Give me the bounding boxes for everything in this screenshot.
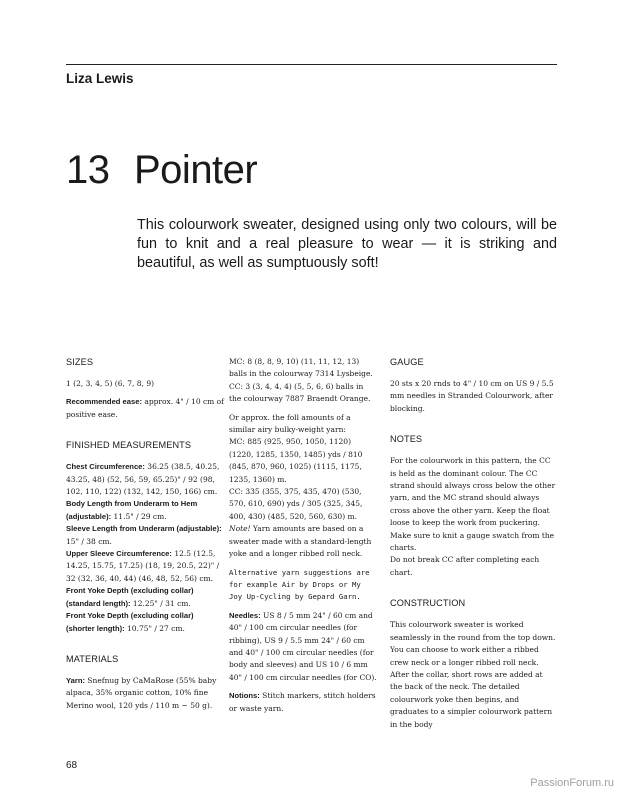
notions-label: Notions: xyxy=(229,691,260,701)
notions-text: Stitch markers, stitch holders or waste yarn. xyxy=(229,691,376,713)
finished-item-label: Body Length from Underarm to Hem (adjustable): xyxy=(66,499,198,521)
notes-heading: NOTES xyxy=(390,434,423,445)
needles-paragraph xyxy=(229,610,377,684)
yarn-text: Snefnug by CaMaRose (55% baby alpaca, 35% organic cotton, 10% fine Merino wool, 120 yds / 110 m ~ 50 g). xyxy=(66,675,217,710)
mc-amount: MC: 8 (8, 8, 9, 10) (11, 11, 12, 13) balls in the colourway 7314 Lysbeige. xyxy=(229,357,373,379)
finished-heading: FINISHED MEASUREMENTS xyxy=(66,440,192,451)
note-paragraph xyxy=(229,523,377,560)
construction-text: This colourwork sweater is worked seamlessly in the round from the top down. You can choose to work either a ribbed crew neck or a longer ribbed roll neck. After the collar, short rows are added at the back of the neck. The detailed colourwork yoke then begins, and graduates to a simpler colourwork pattern in the body xyxy=(390,620,556,729)
finished-item-label: Upper Sleeve Circumference: xyxy=(66,549,172,559)
watermark: PassionForum.ru xyxy=(530,777,614,789)
finished-item xyxy=(66,548,224,585)
notes-text-2: Do not break CC after completing each chart. xyxy=(390,555,540,577)
materials-heading: MATERIALS xyxy=(66,653,119,664)
finished-item-label: Chest Circumference: xyxy=(66,462,145,472)
sizes-list: 1 (2, 3, 4, 5) (6, 7, 8, 9) xyxy=(66,379,155,388)
ease-paragraph xyxy=(66,396,224,421)
top-rule xyxy=(66,64,557,65)
pattern-title: Pointer xyxy=(134,148,258,192)
cc-amount: CC: 3 (3, 4, 4, 4) (5, 5, 6, 6) balls in the colourway 7887 Braendt Orange. xyxy=(229,381,371,404)
finished-item-text: 11.5" / 29 cm. xyxy=(111,511,167,521)
column-middle xyxy=(229,356,377,715)
note-label: Note! xyxy=(229,524,251,534)
intro-paragraph: This colourwork sweater, designed using only two colours, will be fun to knit and a real pleasure to wear — it is striking and beautiful, as well as sumptuously soft! xyxy=(137,217,557,271)
gauge-heading: GAUGE xyxy=(390,357,424,367)
finished-item xyxy=(66,461,224,498)
alt-intro: Or approx. the foll amounts of a similar airy bulky-weight yarn: xyxy=(229,412,351,435)
alt-suggestions: Alternative yarn suggestions are for example Air by Drops or My Joy Up-Cycling by Gepard Garn. xyxy=(229,567,370,602)
yarn-label: Yarn: xyxy=(66,675,85,685)
column-right xyxy=(390,356,557,731)
construction-heading: CONSTRUCTION xyxy=(390,598,466,609)
finished-item-label: Sleeve Length from Underarm (adjustable): xyxy=(66,524,222,534)
finished-item xyxy=(66,610,224,635)
ease-label: Recommended ease: xyxy=(66,397,142,407)
sizes-heading: SIZES xyxy=(66,357,94,367)
column-left xyxy=(66,356,224,712)
pattern-number: 13 xyxy=(66,148,110,192)
finished-item-text: 15" / 38 cm. xyxy=(66,536,112,546)
finished-item-label: Front Yoke Depth (excluding collar) (standard length): xyxy=(66,586,194,608)
finished-item xyxy=(66,523,224,548)
finished-item-text: 36.25 (38.5, 40.25, 43.25, 48) (52, 56, 59, 65.25)" / 92 (98, 102, 110, 122) (132, 142, 150, 166) cm. xyxy=(66,462,220,497)
notions-paragraph xyxy=(229,690,377,715)
finished-item xyxy=(66,498,224,523)
finished-item-text: 12.5 (12.5, 14.25, 15.75, 17.25) (18, 19, 20.5, 22)" / 32 (32, 36, 40, 44) (46, 48, 52, 56) cm. xyxy=(66,549,220,583)
finished-item-text: 10.75" / 27 cm. xyxy=(124,623,185,633)
needles-label: Needles: xyxy=(229,610,261,620)
needles-text: US 8 / 5 mm 24" / 60 cm and 40" / 100 cm circular needles (for ribbing), US 9 / 5.5 mm 24" / 60 cm and 40" / 100 cm circular needles (for body and sleeves) and US 10 / 6 mm 40" / 100 cm circular needles (for CO). xyxy=(229,610,377,682)
finished-item xyxy=(66,585,224,610)
finished-item-label: Front Yoke Depth (excluding collar) (shorter length): xyxy=(66,611,194,633)
note-text: Yarn amounts are based on a sweater made with a standard-length yoke and a longer ribbed roll neck. xyxy=(229,524,372,559)
alt-mc-amount: MC: 885 (925, 950, 1050, 1120) (1220, 1285, 1350, 1485) yds / 810 (845, 870, 960, 1025) (1115, 1175, 1235, 1360) m. xyxy=(229,437,363,484)
notes-text: For the colourwork in this pattern, the CC is held as the dominant colour. The CC strand should always cross below the other yarn, and the MC strand should always cross above the other yarn. Keep the float loose to keep the work from puckering. Make sure to knit a gauge swatch from the charts. xyxy=(390,456,556,553)
alt-cc-amount: CC: 335 (355, 375, 435, 470) (530, 570, 610, 690) yds / 305 (325, 345, 400, 430) (485, 520, 560, 630) m. xyxy=(229,487,363,521)
author-name: Liza Lewis xyxy=(66,71,134,86)
page-number: 68 xyxy=(66,760,78,771)
gauge-text: 20 sts x 20 rnds to 4" / 10 cm on US 9 / 5.5 mm needles in Stranded Colourwork, after blocking. xyxy=(390,379,554,413)
finished-item-text: 12.25" / 31 cm. xyxy=(130,598,191,608)
ease-text: approx. 4" / 10 cm of positive ease. xyxy=(66,397,224,419)
yarn-paragraph xyxy=(66,675,224,712)
